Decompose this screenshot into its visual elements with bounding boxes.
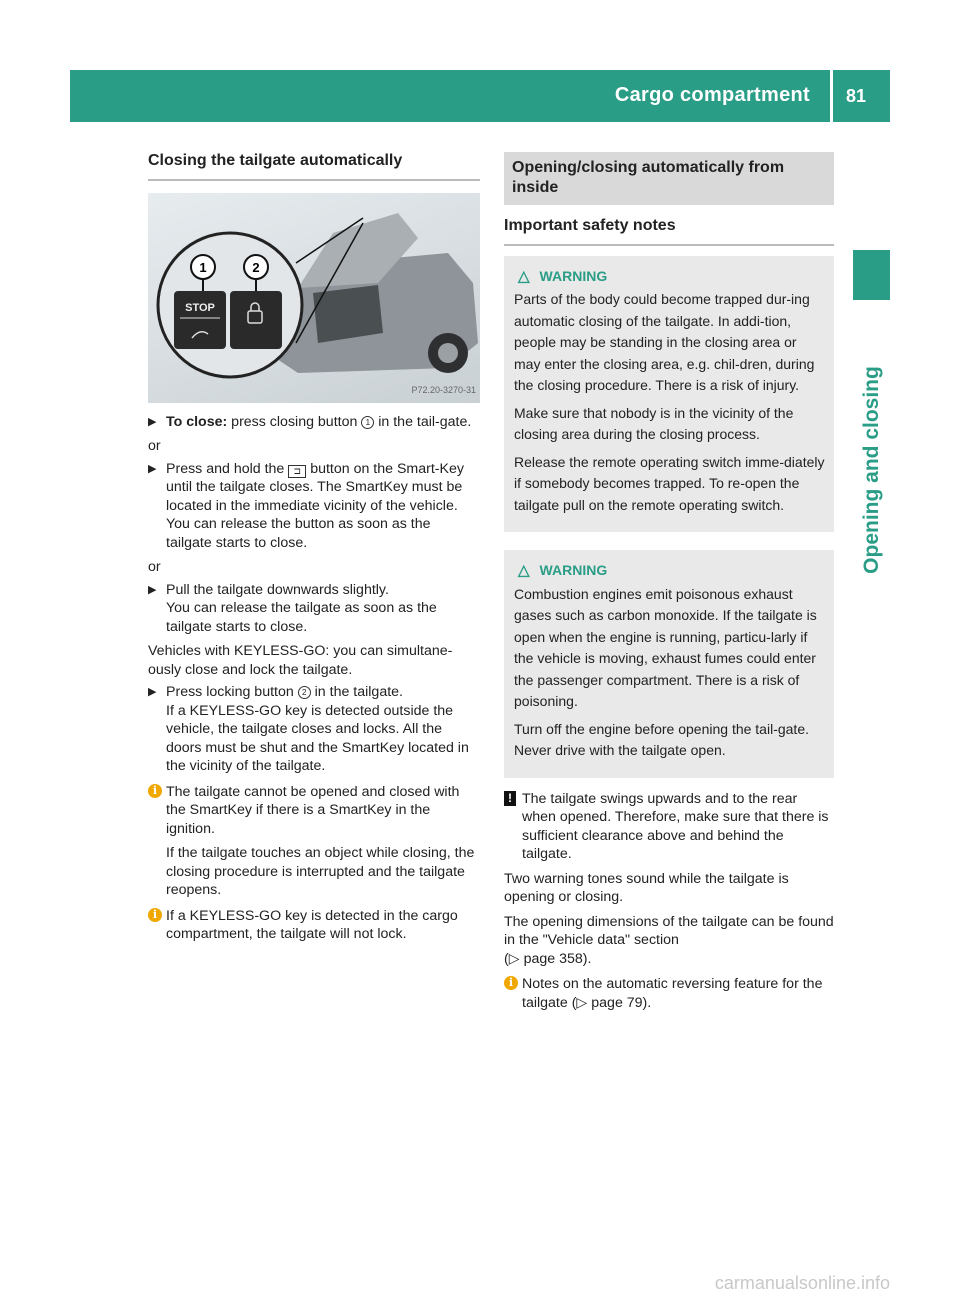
step-arrow-icon: ▶: [148, 686, 157, 698]
car-wheel-hub: [438, 343, 458, 363]
notice-clearance: [504, 790, 834, 864]
info-note-keyless: [148, 907, 480, 944]
warning-text: Make sure that nobody is in the vicinity of the closing area during the closing process.: [514, 404, 794, 442]
warning-text: Combustion engines emit poisonous exhaust gases such as carbon monoxide. If the tailgate is open when the engine is running, particu-larly if the vehicle is moving, exhaust fumes could enter the passenger compartment. There is a risk of poisoning.: [514, 585, 817, 709]
warning-text: Release the remote operating switch imme-diately if somebody becomes trapped. To re-open the tailgate pull on the remote operating switch.: [514, 453, 825, 513]
step-text: Press and hold the: [166, 460, 289, 477]
tailgate-key-icon: ⊐: [288, 465, 306, 478]
notice-exclamation-icon: !: [504, 791, 516, 806]
section-heading-inside: Opening/closing automatically from inside: [504, 152, 834, 205]
paragraph-dimensions: [504, 913, 834, 969]
warning-triangle-icon: △: [518, 267, 530, 285]
right-column: [504, 152, 834, 1018]
warning-title: [514, 266, 826, 288]
info-text: The tailgate cannot be opened and closed with the SmartKey if there is a SmartKey in the ignition.: [166, 783, 460, 837]
tailgate-illustration: [148, 193, 480, 403]
warning-box-trapped: [504, 256, 834, 533]
step-text: If a KEYLESS-GO key is detected outside the vehicle, the tailgate closes and locks. All the doors must be shut and the SmartKey located in the vicinity of the tailgate.: [166, 702, 469, 774]
stop-button-shape: [174, 291, 226, 349]
side-section-title: Opening and closing: [860, 366, 883, 574]
step-text: Press locking button: [166, 684, 298, 700]
warning-text: Turn off the engine before opening the tail-gate. Never drive with the tailgate open.: [514, 720, 809, 758]
callout-2-label: 2: [252, 259, 260, 275]
paragraph-warning-tones: Two warning tones sound while the tailgate is opening or closing.: [504, 870, 789, 905]
paragraph-text: The opening dimensions of the tailgate can be found in the "Vehicle data" section: [504, 913, 834, 948]
step-text: button on the Smart-Key until the tailgate closes. The SmartKey must be located in the immediate vicinity of the vehicle.: [166, 460, 464, 514]
step-arrow-icon: ▶: [148, 462, 157, 475]
step-press-locking: [148, 683, 480, 776]
warning-title-text: WARNING: [539, 267, 608, 284]
callout-1-label: 1: [199, 259, 207, 275]
info-icon: i: [148, 908, 162, 922]
info-icon: i: [504, 976, 518, 990]
warning-box-exhaust: [504, 550, 834, 778]
step-text: Pull the tailgate downwards slightly.: [166, 581, 389, 598]
step-arrow-icon: ▶: [148, 415, 157, 428]
step-text: in the tailgate.: [310, 684, 403, 700]
watermark-link[interactable]: carmanualsonline.info: [714, 1273, 890, 1293]
info-text[interactable]: Notes on the automatic reversing feature for the tailgate (▷ page 79).: [522, 976, 823, 1011]
header-separator: [830, 70, 833, 122]
page-number: 81: [846, 86, 867, 106]
info-icon: i: [148, 784, 162, 798]
info-note-smartkey: [148, 783, 480, 900]
step-text: You can release the tailgate as soon as the tailgate starts to close.: [166, 600, 437, 635]
step-to-close: [148, 413, 480, 432]
section-heading-closing: Closing the tailgate automatically: [148, 152, 480, 181]
step-text: press closing button: [227, 413, 362, 430]
number-1-icon: 1: [361, 416, 374, 429]
step-bold-label: To close:: [166, 413, 228, 430]
page-ref-link[interactable]: (▷ page 358).: [504, 950, 592, 967]
info-text: If the tailgate touches an object while closing, the closing procedure is interrupted and the tailgate reopens.: [166, 845, 475, 898]
left-column: [148, 152, 480, 950]
subheading-safety: Important safety notes: [504, 217, 834, 246]
figure-code: P72.20-3270-31: [411, 385, 476, 395]
step-press-hold: [148, 460, 480, 553]
step-pull-down: [148, 581, 480, 637]
notice-text: The tailgate swings upwards and to the rear when opened. Therefore, make sure that there is sufficient clearance above and behind the tailgate.: [522, 790, 829, 862]
warning-text: Parts of the body could become trapped dur-ing automatic closing of the tailgate. In addi-tion, people may be standing in the closing area or may enter the closing area, e.g. chil-dren, during the closing procedure. There is a risk of injury.: [514, 291, 815, 393]
step-text: in the tail-gate.: [374, 413, 472, 430]
info-text: If a KEYLESS-GO key is detected in the cargo compartment, the tailgate will not lock.: [166, 907, 458, 942]
side-tab-marker: [853, 250, 890, 300]
or-text: or: [148, 559, 161, 575]
warning-triangle-icon: △: [518, 562, 530, 579]
keyless-paragraph: Vehicles with KEYLESS-GO: you can simultane-ously close and lock the tailgate.: [148, 643, 453, 678]
info-note-reversing: [504, 975, 834, 1012]
header-title: Cargo compartment: [614, 84, 810, 106]
or-text: or: [148, 438, 161, 454]
lock-button-shape: [230, 291, 282, 349]
warning-title: [514, 560, 826, 582]
tailgate-figure: [148, 193, 480, 403]
number-2-icon: 2: [298, 686, 311, 699]
step-arrow-icon: ▶: [148, 583, 157, 596]
stop-label: STOP: [185, 301, 215, 314]
warning-title-text: WARNING: [539, 562, 608, 578]
step-text: You can release the button as soon as the tailgate starts to close.: [166, 516, 431, 551]
